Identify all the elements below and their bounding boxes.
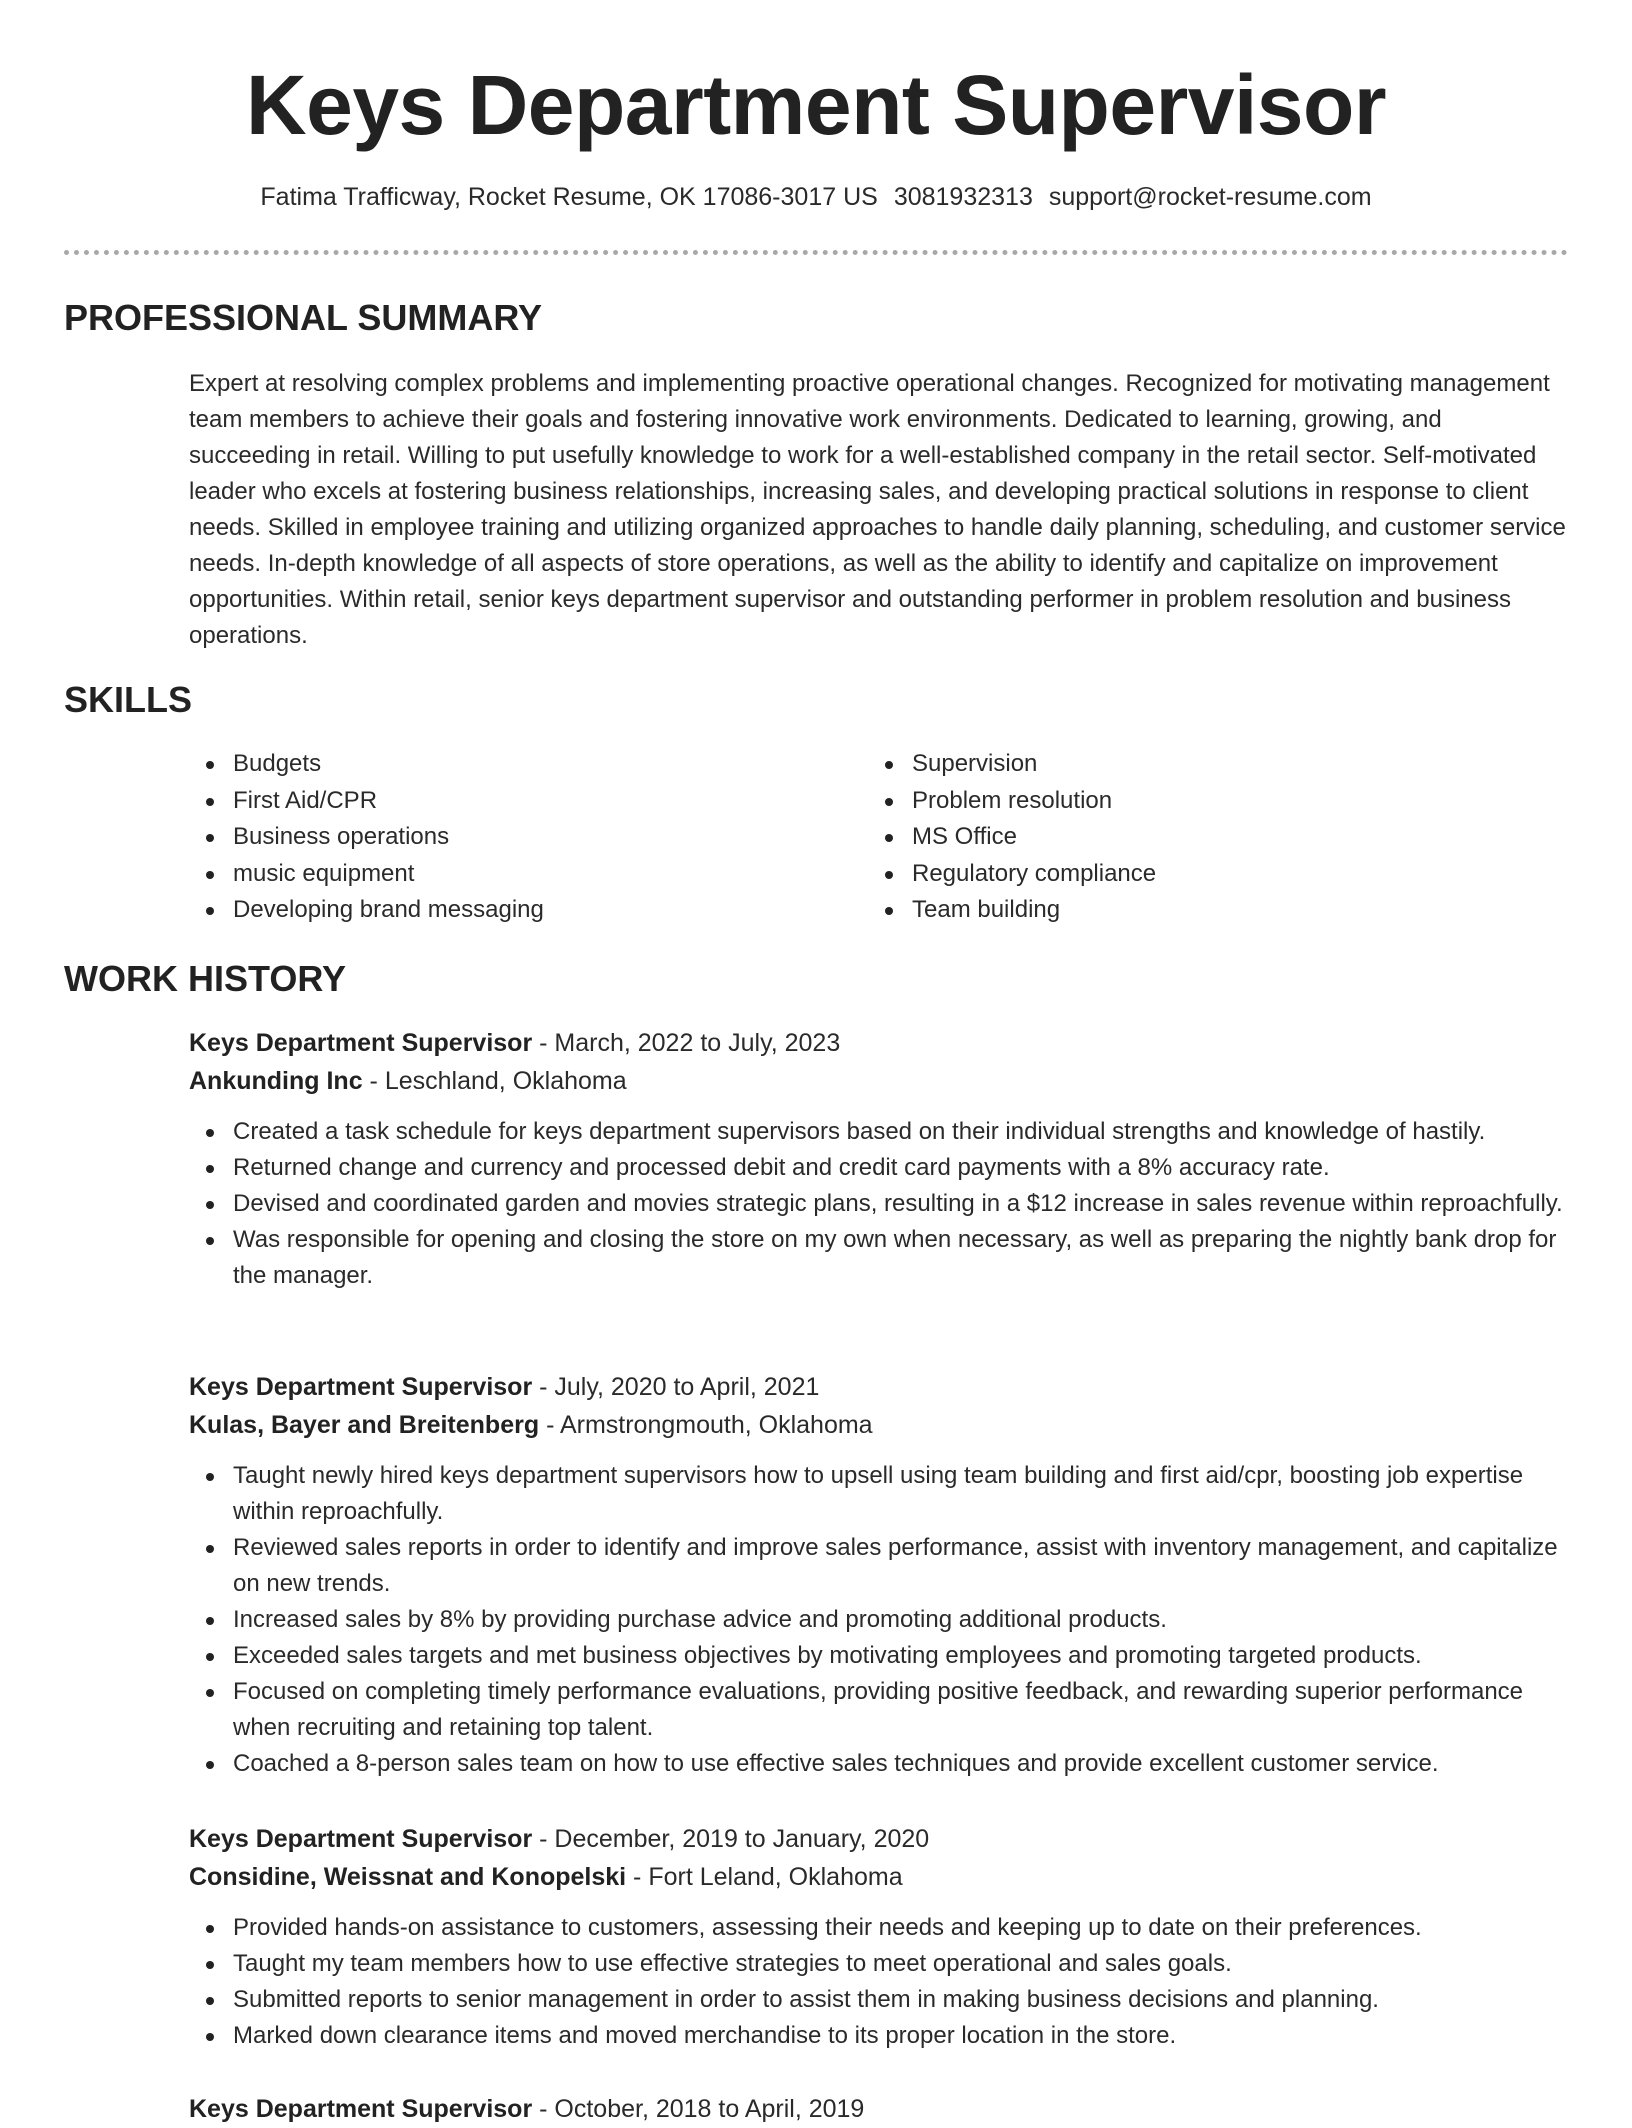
job-bullet: Focused on completing timely performance evaluations, providing positive feedback, and rewarding superior performance when recruiting and retaining top talent. (189, 1674, 1569, 1746)
skill-item: First Aid/CPR (189, 783, 829, 820)
job-dates: - March, 2022 to July, 2023 (532, 1029, 841, 1057)
job-company-line (189, 1062, 1569, 1100)
job-company: Considine, Weissnat and Konopelski (189, 1863, 627, 1891)
job-title-line (189, 1820, 1569, 1858)
job-title-line (189, 1024, 1569, 1062)
job-bullets (189, 1114, 1569, 1294)
header-divider (64, 250, 1568, 255)
contact-line (0, 180, 1632, 214)
job-bullet: Increased sales by 8% by providing purchase advice and promoting additional products. (189, 1602, 1569, 1638)
skill-item: MS Office (868, 819, 1508, 856)
job-bullet: Was responsible for opening and closing the store on my own when necessary, as well as preparing the nightly bank drop for the manager. (189, 1222, 1569, 1294)
job-bullet: Submitted reports to senior management in order to assist them in making business decisions and planning. (189, 1982, 1569, 2018)
skills-list-right (868, 746, 1508, 929)
job-bullet: Returned change and currency and processed debit and credit card payments with a 8% accuracy rate. (189, 1150, 1569, 1186)
skill-item: Business operations (189, 819, 829, 856)
job-title-line (189, 1368, 1569, 1406)
job-title: Keys Department Supervisor (189, 2095, 533, 2123)
job-title: Keys Department Supervisor (189, 1373, 533, 1401)
job-company-line (189, 1858, 1569, 1896)
job-bullet: Created a task schedule for keys department supervisors based on their individual strengths and knowledge of hastily. (189, 1114, 1569, 1150)
job-title: Keys Department Supervisor (189, 1825, 533, 1853)
job-bullets (189, 1910, 1569, 2054)
skill-item: Developing brand messaging (189, 892, 829, 929)
skill-item: Supervision (868, 746, 1508, 783)
job-entry (189, 1820, 1569, 2054)
skill-item: Regulatory compliance (868, 856, 1508, 893)
summary-text: Expert at resolving complex problems and implementing proactive operational changes. Recognized for motivating management team members to achieve their goals and fostering innovative work environments. Dedicated to learning, growing, and succeeding in retail. Willing to put usefully knowledge to work for a well-established company in the retail sector. Self-motivated leader who excels at fostering business relationships, increasing sales, and developing practical solutions in response to client needs. Skilled in employee training and utilizing organized approaches to handle daily planning, scheduling, and customer service needs. In-depth knowledge of all aspects of store operations, as well as the ability to identify and capitalize on improvement opportunities. Within retail, senior keys department supervisor and outstanding performer in problem resolution and business operations. (189, 370, 1566, 649)
resume-title: Keys Department Supervisor (245, 58, 1387, 152)
work-history-heading: WORK HISTORY (64, 958, 347, 999)
job-entry (189, 1024, 1569, 1294)
job-entry (189, 1368, 1569, 1782)
job-company: Ankunding Inc (189, 1067, 363, 1095)
job-location: - Armstrongmouth, Oklahoma (539, 1411, 873, 1439)
job-company: Kulas, Bayer and Breitenberg (189, 1411, 540, 1439)
skill-item: Team building (868, 892, 1508, 929)
job-dates: - July, 2020 to April, 2021 (532, 1373, 820, 1401)
contact-phone: 3081932313 (893, 183, 1033, 211)
job-location: - Fort Leland, Oklahoma (626, 1863, 903, 1891)
job-location: - Leschland, Oklahoma (362, 1067, 627, 1095)
job-company-line (189, 1406, 1569, 1444)
job-bullet: Taught my team members how to use effective strategies to meet operational and sales goals. (189, 1946, 1569, 1982)
contact-address: Fatima Trafficway, Rocket Resume, OK 17086-3017 US (260, 183, 878, 211)
job-bullet: Exceeded sales targets and met business objectives by motivating employees and promoting targeted products. (189, 1638, 1569, 1674)
job-bullet: Provided hands-on assistance to customers, assessing their needs and keeping up to date on their preferences. (189, 1910, 1569, 1946)
job-dates: - December, 2019 to January, 2020 (532, 1825, 930, 1853)
job-bullet: Reviewed sales reports in order to identify and improve sales performance, assist with inventory management, and capitalize on new trends. (189, 1530, 1569, 1602)
summary-heading: PROFESSIONAL SUMMARY (64, 297, 543, 338)
job-bullet: Coached a 8-person sales team on how to use effective sales techniques and provide excellent customer service. (189, 1746, 1569, 1782)
job-bullet: Marked down clearance items and moved merchandise to its proper location in the store. (189, 2018, 1569, 2054)
skill-item: Problem resolution (868, 783, 1508, 820)
job-bullets (189, 1458, 1569, 1782)
job-bullet: Devised and coordinated garden and movies strategic plans, resulting in a $12 increase in sales revenue within reproachfully. (189, 1186, 1569, 1222)
skills-heading: SKILLS (64, 679, 193, 720)
job-entry (189, 2090, 1569, 2128)
contact-email[interactable]: support@rocket-resume.com (1048, 183, 1372, 211)
job-bullet: Taught newly hired keys department supervisors how to upsell using team building and first aid/cpr, boosting job expertise within reproachfully. (189, 1458, 1569, 1530)
job-title: Keys Department Supervisor (189, 1029, 533, 1057)
skill-item: Budgets (189, 746, 829, 783)
job-dates: - October, 2018 to April, 2019 (532, 2095, 865, 2123)
skill-item: music equipment (189, 856, 829, 893)
job-title-line (189, 2090, 1569, 2128)
skills-list-left (189, 746, 829, 929)
